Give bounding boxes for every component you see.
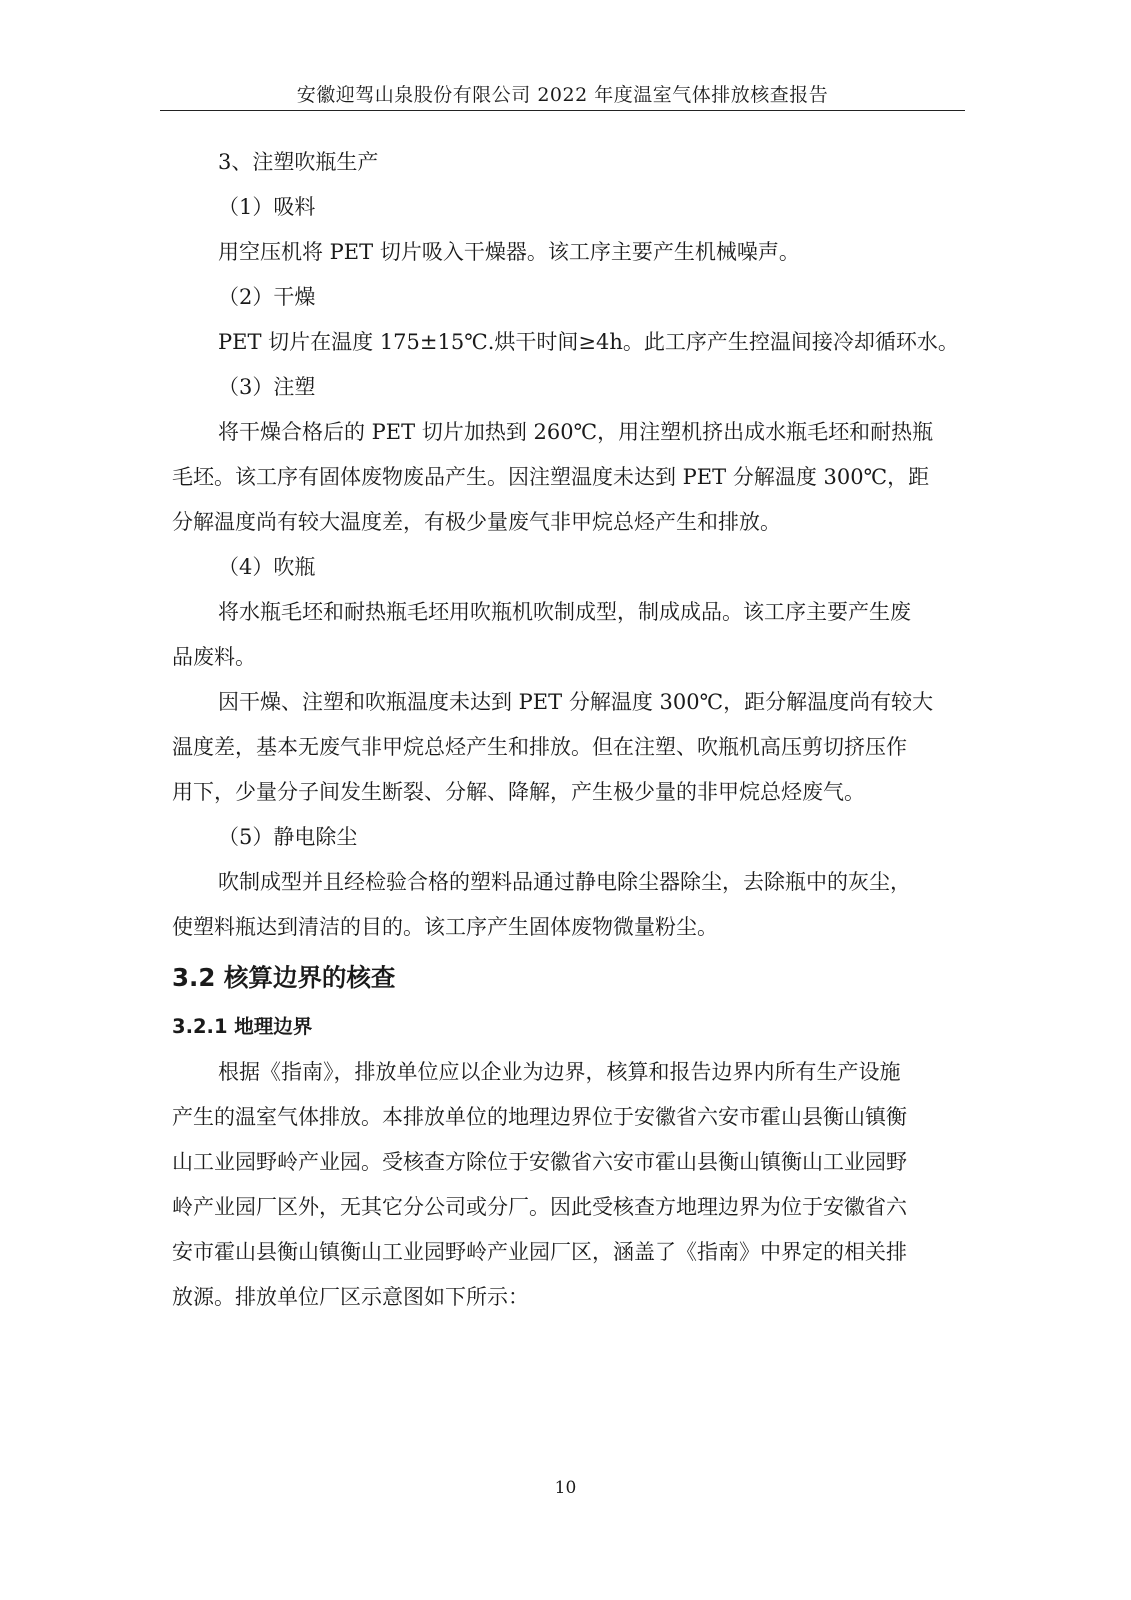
paragraph-line: 放源。排放单位厂区示意图如下所示： <box>172 1285 529 1309</box>
paragraph-line: 因干燥、注塑和吹瓶温度未达到 PET 分解温度 300℃，距分解温度尚有较大 <box>218 690 934 714</box>
paragraph-line: PET 切片在温度 175±15℃.烘干时间≥4h。此工序产生控温间接冷却循环水。 <box>218 330 959 354</box>
paragraph-line: 山工业园野岭产业园。受核查方除位于安徽省六安市霍山县衡山镇衡山工业园野 <box>172 1150 907 1174</box>
header-divider <box>160 110 965 111</box>
paragraph-line: 产生的温室气体排放。本排放单位的地理边界位于安徽省六安市霍山县衡山镇衡 <box>172 1105 907 1129</box>
section-heading-3-2-1: 3.2.1 地理边界 <box>172 1015 313 1038</box>
paragraph-line: 将干燥合格后的 PET 切片加热到 260℃，用注塑机挤出成水瓶毛坯和耐热瓶 <box>218 420 934 444</box>
paragraph-line: 岭产业园厂区外，无其它分公司或分厂。因此受核查方地理边界为位于安徽省六 <box>172 1195 907 1219</box>
paragraph-line: 根据《指南》，排放单位应以企业为边界，核算和报告边界内所有生产设施 <box>218 1060 901 1084</box>
paragraph-line: 毛坯。该工序有固体废物废品产生。因注塑温度未达到 PET 分解温度 300℃，距 <box>172 465 930 489</box>
page-number: 10 <box>554 1478 577 1498</box>
subsection-blowing: （4）吹瓶 <box>218 555 316 579</box>
paragraph-line: 品废料。 <box>172 645 256 669</box>
paragraph-line: 将水瓶毛坯和耐热瓶毛坯用吹瓶机吹制成型，制成成品。该工序主要产生废 <box>218 600 911 624</box>
paragraph-line: 用空压机将 PET 切片吸入干燥器。该工序主要产生机械噪声。 <box>218 240 800 264</box>
paragraph-line: 安市霍山县衡山镇衡山工业园野岭产业园厂区，涵盖了《指南》中界定的相关排 <box>172 1240 907 1264</box>
paragraph-line: 使塑料瓶达到清洁的目的。该工序产生固体废物微量粉尘。 <box>172 915 718 939</box>
subsection-suction: （1）吸料 <box>218 195 316 219</box>
paragraph-line: 用下，少量分子间发生断裂、分解、降解，产生极少量的非甲烷总烃废气。 <box>172 780 865 804</box>
page-header-title: 安徽迎驾山泉股份有限公司 2022 年度温室气体排放核查报告 <box>296 84 829 106</box>
section-heading-3-2: 3.2 核算边界的核查 <box>172 963 396 992</box>
paragraph-line: 吹制成型并且经检验合格的塑料品通过静电除尘器除尘，去除瓶中的灰尘， <box>218 870 911 894</box>
section-heading-injection-blow: 3、注塑吹瓶生产 <box>218 150 379 174</box>
subsection-dust-removal: （5）静电除尘 <box>218 825 358 849</box>
paragraph-line: 分解温度尚有较大温度差，有极少量废气非甲烷总烃产生和排放。 <box>172 510 781 534</box>
subsection-drying: （2）干燥 <box>218 285 316 309</box>
subsection-injection: （3）注塑 <box>218 375 316 399</box>
document-body <box>172 140 972 1320</box>
paragraph-line: 温度差，基本无废气非甲烷总烃产生和排放。但在注塑、吹瓶机高压剪切挤压作 <box>172 735 907 759</box>
